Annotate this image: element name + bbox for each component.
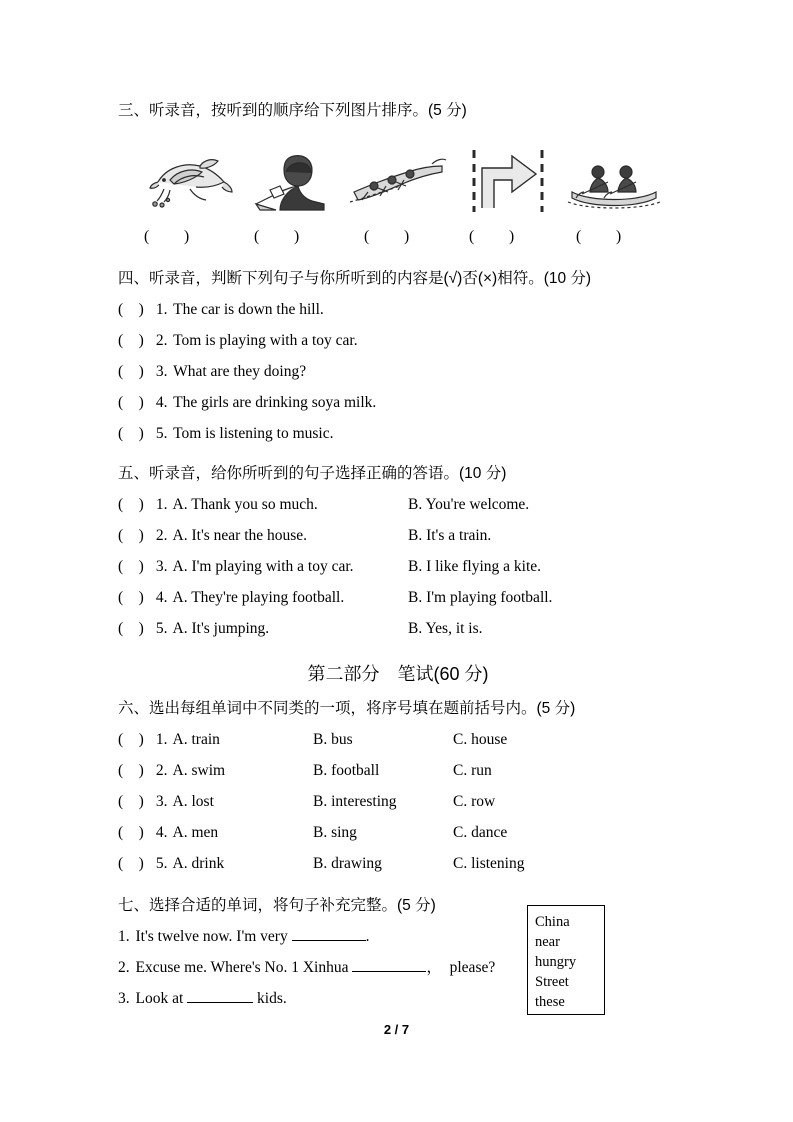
answer-bracket[interactable]: ( )	[118, 731, 144, 748]
section-6-item	[118, 755, 678, 786]
fill-blank[interactable]	[187, 988, 253, 1003]
option-a[interactable]: A. lost	[172, 793, 214, 810]
item-text-pre: Look at	[135, 990, 184, 1007]
answer-paren-open[interactable]: (	[364, 228, 370, 245]
section-4-item	[118, 356, 678, 387]
item-text: The girls are drinking soya milk.	[173, 394, 377, 411]
item-number: 2.	[155, 332, 168, 349]
answer-paren-open[interactable]: (	[576, 228, 582, 245]
option-c[interactable]: C. dance	[453, 824, 508, 841]
section-6-item	[118, 786, 678, 817]
section-5-item	[118, 551, 678, 582]
option-a[interactable]: A. men	[172, 824, 219, 841]
answer-bracket[interactable]: ( )	[118, 589, 144, 606]
girl-drinking-icon	[246, 142, 338, 214]
people-rowing-icon	[348, 142, 440, 214]
section-4-heading: 四、听录音，判断下列句子与你所听到的内容是(√)否(×)相符。(10 分)	[118, 270, 592, 287]
answer-bracket[interactable]: ( )	[118, 425, 144, 442]
bird-flying-icon	[144, 142, 236, 214]
section-3-answer-parens	[126, 228, 678, 252]
section-5-heading: 五、听录音，给你所听到的句子选择正确的答语。(10 分)	[118, 465, 507, 482]
section-6-heading: 六、选出每组单词中不同类的一项，将序号填在题前括号内。(5 分)	[118, 700, 576, 717]
item-text: Tom is playing with a toy car.	[173, 332, 358, 349]
option-c[interactable]: C. house	[453, 731, 508, 748]
item-number: 4.	[155, 824, 168, 841]
fill-blank[interactable]	[292, 926, 366, 941]
word-bank-item: these	[535, 994, 565, 1010]
page-number: 2 / 7	[383, 1022, 410, 1037]
answer-paren-close: )	[616, 228, 622, 245]
answer-paren-close: )	[509, 228, 515, 245]
section-7-heading: 七、选择合适的单词，将句子补充完整。(5 分)	[118, 897, 436, 914]
option-a[interactable]: A. It's jumping.	[172, 620, 270, 637]
option-b[interactable]: B. drawing	[313, 855, 382, 872]
section-4-item	[118, 418, 678, 449]
item-number: 5.	[155, 620, 168, 637]
option-a[interactable]: A. I'm playing with a toy car.	[172, 558, 354, 575]
option-b[interactable]: B. sing	[313, 824, 357, 841]
option-c[interactable]: C. row	[453, 793, 496, 810]
section-5-item	[118, 489, 678, 520]
item-number: 4.	[155, 394, 168, 411]
option-b[interactable]: B. Yes, it is.	[408, 620, 483, 637]
turn-right-arrow-icon	[456, 142, 548, 214]
answer-bracket[interactable]: ( )	[118, 301, 144, 318]
answer-bracket[interactable]: ( )	[118, 496, 144, 513]
word-bank-item: China	[535, 914, 570, 930]
section-6-item	[118, 724, 678, 755]
option-a[interactable]: A. train	[172, 731, 220, 748]
item-number: 2.	[118, 959, 130, 976]
option-b[interactable]: B. bus	[313, 731, 353, 748]
item-number: 4.	[155, 589, 168, 606]
option-a[interactable]: A. Thank you so much.	[172, 496, 318, 513]
answer-paren-close: )	[294, 228, 300, 245]
item-number: 1.	[155, 496, 168, 513]
section-4-item	[118, 387, 678, 418]
two-people-rowing-icon	[564, 142, 656, 214]
page-content	[118, 98, 678, 1014]
item-text-post: kids.	[257, 990, 287, 1007]
word-bank-item: near	[535, 934, 560, 950]
item-number: 3.	[155, 363, 168, 380]
answer-bracket[interactable]: ( )	[118, 793, 144, 810]
answer-bracket[interactable]: ( )	[118, 332, 144, 349]
section-4-item	[118, 294, 678, 325]
option-c[interactable]: C. run	[453, 762, 492, 779]
answer-paren-open[interactable]: (	[144, 228, 150, 245]
option-b[interactable]: B. football	[313, 762, 380, 779]
item-number: 3.	[118, 990, 130, 1007]
option-a[interactable]: A. It's near the house.	[172, 527, 308, 544]
item-number: 3.	[155, 793, 168, 810]
option-a[interactable]: A. swim	[172, 762, 226, 779]
answer-bracket[interactable]: ( )	[118, 855, 144, 872]
option-a[interactable]: A. drink	[172, 855, 225, 872]
item-text-post: .	[365, 928, 370, 945]
answer-bracket[interactable]: ( )	[118, 363, 144, 380]
answer-bracket[interactable]: ( )	[118, 558, 144, 575]
section-6-item	[118, 848, 678, 879]
item-number: 5.	[155, 425, 168, 442]
item-text-pre: Excuse me. Where's No. 1 Xinhua	[135, 959, 349, 976]
word-bank-item: hungry	[535, 954, 577, 970]
item-number: 1.	[118, 928, 130, 945]
section-5-item	[118, 582, 678, 613]
section-3-heading: 三、听录音，按听到的顺序给下列图片排序。(5 分)	[118, 102, 467, 119]
option-b[interactable]: B. I like flying a kite.	[408, 558, 542, 575]
section-5-item	[118, 520, 678, 551]
item-number: 5.	[155, 855, 168, 872]
option-c[interactable]: C. listening	[453, 855, 525, 872]
option-b[interactable]: B. It's a train.	[408, 527, 492, 544]
item-text: What are they doing?	[173, 363, 307, 380]
answer-bracket[interactable]: ( )	[118, 620, 144, 637]
option-b[interactable]: B. I'm playing football.	[408, 589, 553, 606]
item-number: 2.	[155, 762, 168, 779]
option-a[interactable]: A. They're playing football.	[172, 589, 345, 606]
picture-row	[126, 142, 678, 228]
item-text: Tom is listening to music.	[173, 425, 334, 442]
item-text-post: ， please?	[426, 959, 496, 976]
option-b[interactable]: B. You're welcome.	[408, 496, 530, 513]
answer-paren-open[interactable]: (	[469, 228, 475, 245]
item-number: 1.	[155, 301, 168, 318]
answer-bracket[interactable]: ( )	[118, 394, 144, 411]
section-6-item	[118, 817, 678, 848]
option-b[interactable]: B. interesting	[313, 793, 397, 810]
word-bank-box	[527, 905, 605, 1015]
section-4-item	[118, 325, 678, 356]
answer-paren-open[interactable]: (	[254, 228, 260, 245]
item-number: 1.	[155, 731, 168, 748]
item-number: 3.	[155, 558, 168, 575]
item-number: 2.	[155, 527, 168, 544]
answer-bracket[interactable]: ( )	[118, 762, 144, 779]
answer-paren-close: )	[404, 228, 410, 245]
fill-blank[interactable]	[352, 957, 426, 972]
answer-paren-close: )	[184, 228, 190, 245]
part-two-title: 第二部分 笔试(60 分)	[307, 664, 489, 684]
item-text-pre: It's twelve now. I'm very	[135, 928, 288, 945]
answer-bracket[interactable]: ( )	[118, 824, 144, 841]
word-bank-item: Street	[535, 974, 569, 990]
section-5-item	[118, 613, 678, 644]
item-text: The car is down the hill.	[173, 301, 324, 318]
answer-bracket[interactable]: ( )	[118, 527, 144, 544]
